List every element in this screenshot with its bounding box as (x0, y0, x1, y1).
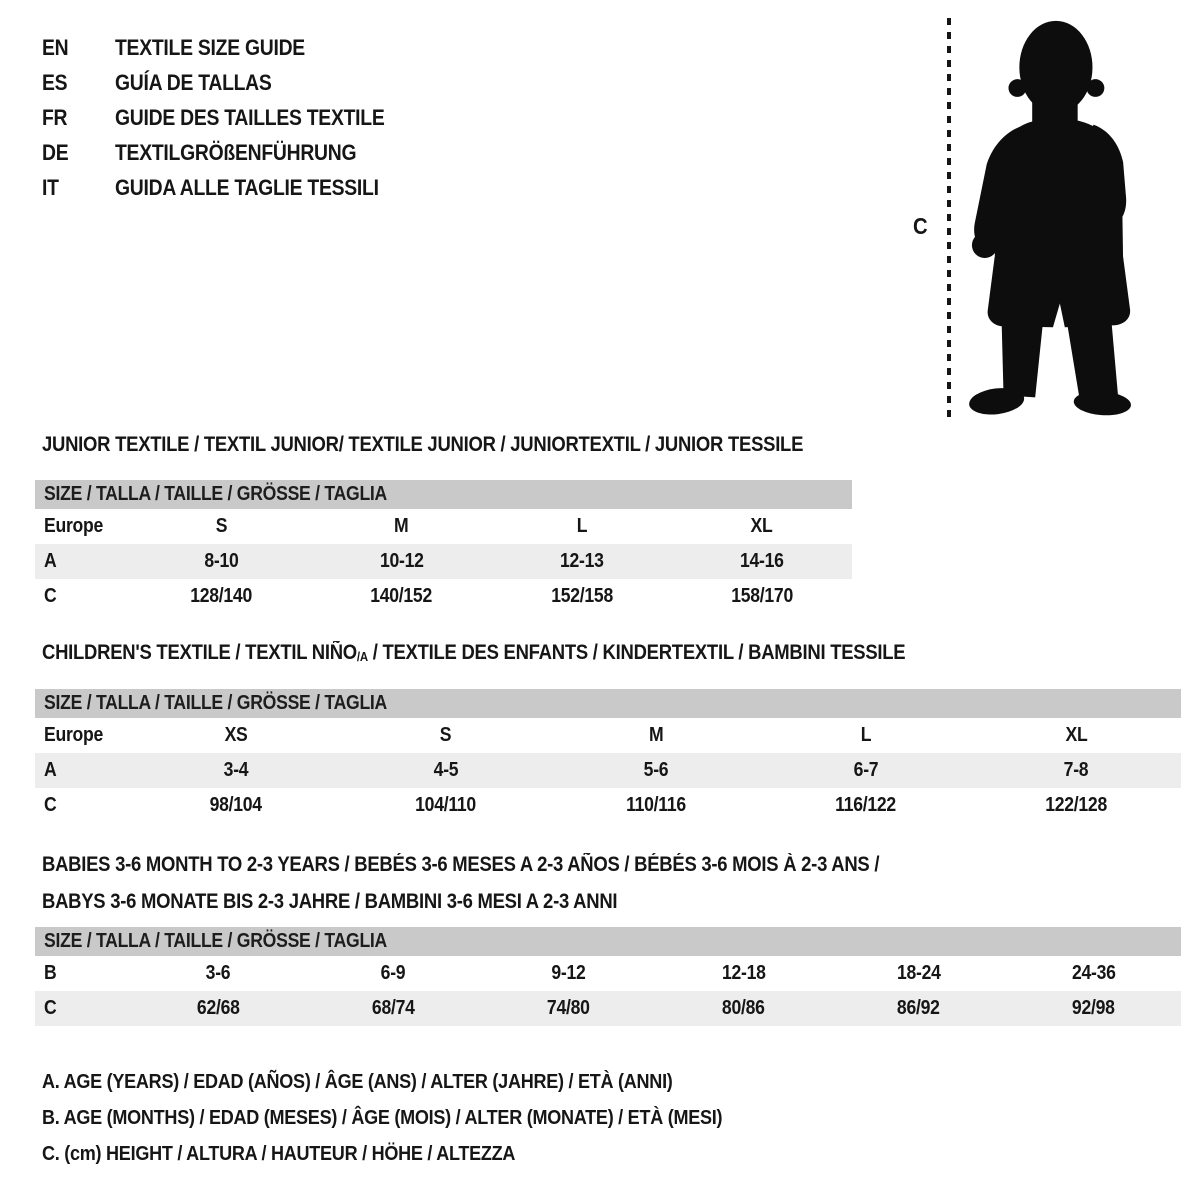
table-cell: XL (1065, 724, 1087, 746)
table-cell: 158/170 (730, 585, 793, 607)
size-header-bar (35, 689, 1181, 718)
table-cell: 3-6 (206, 962, 231, 984)
table-cell: 14-16 (740, 550, 784, 572)
row-label: A (44, 759, 57, 781)
table-cell: 68/74 (372, 997, 415, 1019)
row-label: Europe (44, 724, 104, 746)
table-cell: L (576, 515, 587, 537)
title-segment: CHILDREN'S TEXTILE / TEXTIL NIÑO (42, 641, 357, 664)
row-label: C (44, 794, 57, 816)
table-cell: 10-12 (379, 550, 424, 572)
language-guide-title: TEXTILE SIZE GUIDE (115, 34, 305, 60)
language-row (42, 100, 421, 135)
row-label: C (44, 585, 57, 607)
row-label: B (44, 962, 57, 984)
table-body (35, 509, 852, 614)
section-title-babies (42, 846, 993, 920)
table-cell: 62/68 (197, 997, 240, 1019)
table-row (35, 718, 1181, 753)
row-label: Europe (44, 515, 104, 537)
table-cell: 6-7 (853, 759, 879, 781)
language-row (42, 170, 421, 205)
language-code: EN (42, 34, 69, 60)
table-cell: XS (224, 724, 248, 746)
legend-line: C. (cm) HEIGHT / ALTURA / HAUTEUR / HÖHE / ALTEZZA (42, 1142, 516, 1165)
table-row (35, 956, 1181, 991)
table-cell: 92/98 (1072, 997, 1115, 1019)
size-header-text: SIZE / TALLA / TAILLE / GRÖSSE / TAGLIA (44, 483, 388, 505)
section-title-junior (42, 433, 907, 457)
table-row (35, 579, 852, 614)
language-code: ES (42, 69, 68, 95)
language-row (42, 135, 421, 170)
row-label: C (44, 997, 57, 1019)
table-body (35, 956, 1181, 1026)
section-title-text: JUNIOR TEXTILE / TEXTIL JUNIOR/ TEXTILE JUNIOR / JUNIORTEXTIL / JUNIOR TESSILE (42, 433, 804, 456)
table-cell: S (440, 724, 452, 746)
language-guide-title: GUÍA DE TALLAS (115, 69, 272, 95)
title-segment: / TEXTILE DES ENFANTS / KINDERTEXTIL / BAMBINI TESSILE (367, 641, 906, 664)
section-title-text-line2: BABYS 3-6 MONATE BIS 2-3 JAHRE / BAMBINI 3-6 MESI A 2-3 ANNI (42, 890, 618, 913)
table-cell: 98/104 (209, 794, 263, 816)
table-cell: 74/80 (547, 997, 590, 1019)
language-list (42, 30, 421, 205)
table-cell: 6-9 (381, 962, 406, 984)
language-row (42, 65, 421, 100)
legend-line: B. AGE (MONTHS) / EDAD (MESES) / ÂGE (MOIS) / ALTER (MONATE) / ETÀ (MESI) (42, 1106, 723, 1129)
height-dashed-line (947, 18, 951, 417)
language-code: DE (42, 139, 69, 165)
language-guide-title: TEXTILGRÖßENFÜHRUNG (115, 139, 357, 165)
section-title-children (42, 641, 1023, 665)
table-cell: 3-4 (223, 759, 249, 781)
toddler-silhouette-shape (968, 21, 1132, 418)
table-row (35, 788, 1181, 823)
table-cell: 104/110 (415, 794, 477, 816)
section-title-text (42, 641, 905, 665)
junior-size-table (35, 480, 852, 614)
table-cell: 80/86 (722, 997, 765, 1019)
table-row (35, 991, 1181, 1026)
table-cell: XL (750, 515, 773, 537)
table-cell: S (215, 515, 227, 537)
table-cell: 116/122 (835, 794, 897, 816)
language-row (42, 30, 421, 65)
table-cell: 12-13 (559, 550, 604, 572)
table-row (35, 753, 1181, 788)
table-cell: 86/92 (897, 997, 940, 1019)
size-header-text: SIZE / TALLA / TAILLE / GRÖSSE / TAGLIA (44, 930, 388, 952)
children-size-table (35, 689, 1181, 823)
language-code: IT (42, 174, 59, 200)
table-cell: 9-12 (551, 962, 586, 984)
height-measure-label: C (913, 213, 928, 239)
table-cell: M (394, 515, 409, 537)
size-header-text: SIZE / TALLA / TAILLE / GRÖSSE / TAGLIA (44, 692, 388, 714)
toddler-silhouette-icon (965, 17, 1133, 418)
table-cell: 140/152 (370, 585, 433, 607)
table-cell: 4-5 (433, 759, 459, 781)
title-subscript: /A (356, 649, 368, 664)
table-cell: L (860, 724, 872, 746)
table-row (35, 544, 852, 579)
language-guide-title: GUIDE DES TAILLES TEXTILE (115, 104, 385, 130)
table-body (35, 718, 1181, 823)
row-label: A (44, 550, 57, 572)
table-cell: 12-18 (721, 962, 766, 984)
size-header-bar (35, 480, 852, 509)
measurement-legend (42, 1064, 815, 1172)
table-cell: 5-6 (643, 759, 669, 781)
table-cell: M (648, 724, 664, 746)
legend-line: A. AGE (YEARS) / EDAD (AÑOS) / ÂGE (ANS) / ALTER (JAHRE) / ETÀ (ANNI) (42, 1070, 673, 1093)
table-cell: 7-8 (1063, 759, 1089, 781)
table-cell: 18-24 (896, 962, 941, 984)
size-header-bar (35, 927, 1181, 956)
table-cell: 24-36 (1071, 962, 1116, 984)
table-cell: 128/140 (190, 585, 253, 607)
table-cell: 8-10 (204, 550, 239, 572)
table-cell: 110/116 (626, 794, 686, 816)
table-cell: 122/128 (1045, 794, 1107, 816)
table-cell: 152/158 (550, 585, 613, 607)
table-row (35, 509, 852, 544)
babies-size-table (35, 927, 1181, 1026)
language-code: FR (42, 104, 68, 130)
section-title-text-line1: BABIES 3-6 MONTH TO 2-3 YEARS / BEBÉS 3-6 MESES A 2-3 AÑOS / BÉBÉS 3-6 MOIS À 2-3 ANS / (42, 853, 880, 876)
language-guide-title: GUIDA ALLE TAGLIE TESSILI (115, 174, 379, 200)
